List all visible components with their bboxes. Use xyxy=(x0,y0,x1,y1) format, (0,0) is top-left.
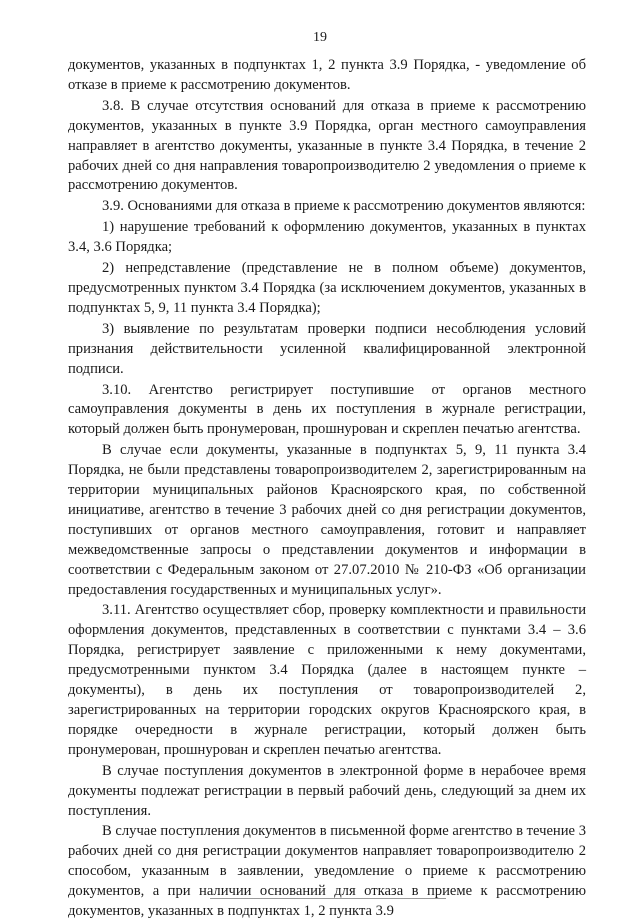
list-item-2: 2) непредставление (представление не в полном объеме) документов, предусмотренных пунктом 3.4 Порядка (за исключением документов, указанных в подпунктах 5, 9, 11 пункта 3.4 Порядка); xyxy=(68,260,586,316)
scan-edge-line xyxy=(210,898,446,899)
document-body xyxy=(68,56,586,922)
paragraph-3-11-electronic: В случае поступления документов в электронной форме в нерабочее время документы подлежат регистрации в первый рабочий день, следующий за днем их поступления. xyxy=(68,762,586,819)
paragraph-3-9: 3.9. Основаниями для отказа в приеме к рассмотрению документов являются: xyxy=(102,198,586,215)
list-item-3: 3) выявление по результатам проверки подписи несоблюдения условий признания действительности усиленной квалифицированной электронной подписи. xyxy=(68,320,586,377)
list-item-1: 1) нарушение требований к оформлению документов, указанных в пунктах 3.4, 3.6 Порядка; xyxy=(68,219,586,256)
paragraph-3-11-written: В случае поступления документов в письменной форме агентство в течение 3 рабочих дней со дня регистрации документов направляет товаропроизводителю 2 способом, указанным в заявлении, уведомление о приеме к рассмотрению документов, а при наличии оснований для отказа в приеме к рассмотрению документов, указанных в подпунктах 1, 2 пункта 3.9 xyxy=(68,823,586,920)
paragraph-3-10-case: В случае если документы, указанные в подпунктах 5, 9, 11 пункта 3.4 Порядка, не были представлены товаропроизводителем 2, зарегистрированным на территории муниципальных районов Красноярского края, по собственной инициативе, агентство в течение 3 рабочих дней со дня регистрации документов, поступивших от органов местного самоуправления, готовит и направляет межведомственные запросы о представлении документов и информации в соответствии с Федеральным законом от 27.07.2010 № 210-ФЗ «Об организации предоставления государственных и муниципальных услуг». xyxy=(68,442,586,598)
paragraph-3-8: 3.8. В случае отсутствия оснований для отказа в приеме к рассмотрению документов, указанных в пункте 3.9 Порядка, орган местного самоуправления направляет в агентство документы, указанные в пункте 3.4 Порядка, в течение 2 рабочих дней со дня направления товаропроизводителю 2 уведомления о приеме к рассмотрению документов. xyxy=(68,97,586,194)
paragraph-3-11: 3.11. Агентство осуществляет сбор, проверку комплектности и правильности оформления документов, представленных в соответствии с пунктами 3.4 – 3.6 Порядка, регистрирует заявление с приложенными к нему документами, предусмотренными пунктом 3.4 Порядка (далее в настоящем пункте – документы), в день их поступления от товаропроизводителей 2, зарегистрированных на территории городских округов Красноярского края, в порядке очередности в журнале регистрации, который должен быть пронумерован, прошнурован и скреплен печатью агентства. xyxy=(68,602,586,758)
page-number: 19 xyxy=(313,30,327,45)
paragraph-3-10: 3.10. Агентство регистрирует поступившие от органов местного самоуправления документы в день их поступления в журнале регистрации, который должен быть пронумерован, прошнурован и скреплен печатью агентства. xyxy=(68,381,586,438)
paragraph-continuation: документов, указанных в подпунктах 1, 2 пункта 3.9 Порядка, - уведомление об отказе в приеме к рассмотрению документов. xyxy=(68,57,586,93)
